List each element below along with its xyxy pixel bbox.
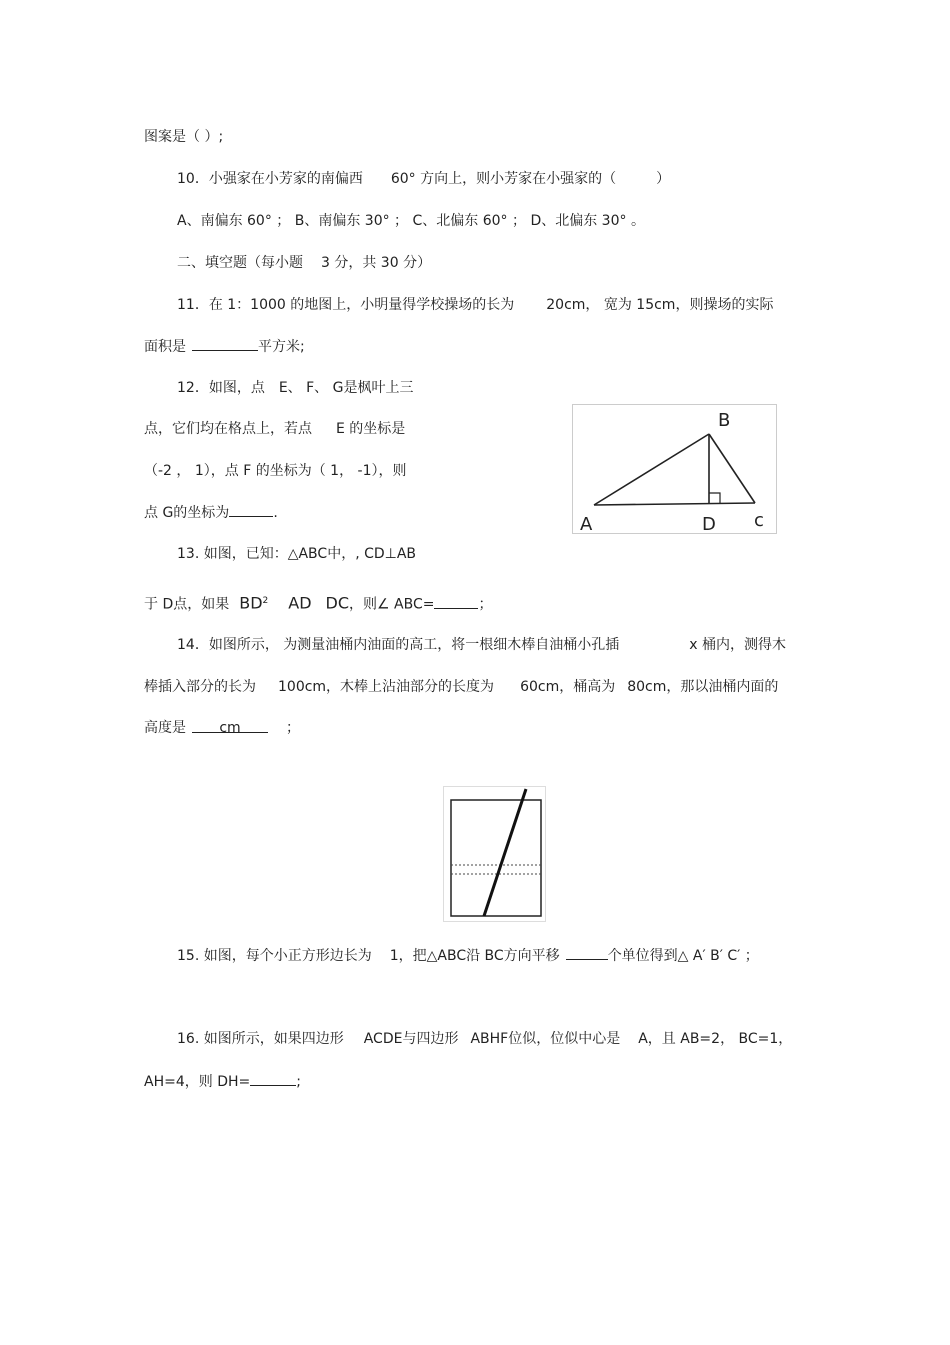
question-12 xyxy=(177,378,413,398)
question-14-cont xyxy=(144,677,778,697)
q16-text: 16. 如图所示，如果四边形 xyxy=(177,1031,344,1047)
q14-text-c: 棒插入部分的长为 xyxy=(144,679,256,695)
answer-blank-cm[interactable] xyxy=(192,718,268,736)
answer-blank[interactable] xyxy=(229,502,273,517)
q14-unit: cm xyxy=(219,720,241,736)
question-12-cont3 xyxy=(144,502,278,523)
question-16-cont xyxy=(144,1071,301,1092)
figure-border xyxy=(444,787,546,922)
label-d: D xyxy=(702,514,716,534)
question-14-cont2 xyxy=(144,718,300,738)
question-10-options: A、南偏东 60° ； B、南偏东 30° ； C、北偏东 60° ； D、北偏东 30° 。 xyxy=(177,213,645,229)
question-11-cont xyxy=(144,336,305,357)
text-line: 图案是（ ）; xyxy=(144,129,224,145)
q15-text-c: 个单位得到△ A′ B′ C′ ； xyxy=(607,948,759,964)
q13-bd: BD xyxy=(239,593,263,613)
q13-sup: 2 xyxy=(262,596,269,606)
question-11 xyxy=(177,295,773,315)
question-15 xyxy=(177,945,759,966)
question-13: 13. 如图，已知：△ABC中，, CD⊥AB xyxy=(177,546,417,562)
label-c: c xyxy=(754,510,764,531)
answer-blank[interactable] xyxy=(192,336,258,351)
q13-text-d: ； xyxy=(478,596,493,613)
q16-text-b: ACDE与四边形 xyxy=(363,1031,459,1047)
section-text-b: 3 分，共 30 分） xyxy=(321,255,432,271)
q13-ad: AD xyxy=(288,593,312,613)
q11-text: 11．在 1：1000 的地图上，小明量得学校操场的长为 xyxy=(177,297,515,313)
answer-blank[interactable] xyxy=(434,594,478,609)
q13-text-b: 于 D点，如果 xyxy=(144,596,230,613)
section-text: 二、填空题（每小题 xyxy=(177,255,303,271)
question-10 xyxy=(177,169,670,189)
q12-text-b: E、 F、 G是枫叶上三 xyxy=(278,380,414,396)
q15-text: 15. 如图，每个小正方形边长为 xyxy=(177,948,372,964)
q14-text: 14．如图所示， 为测量油桶内油面的高工，将一根细木棒自油桶小孔插 xyxy=(177,637,620,653)
q16-text-c: ABHF位似，位似中心是 xyxy=(470,1031,621,1047)
q15-text-b: 1，把△ABC沿 BC方向平移 xyxy=(389,948,560,964)
q12-text-c: 点，它们均在格点上，若点 xyxy=(144,421,312,437)
section-heading xyxy=(177,253,431,273)
q12-text-f: 点 G的坐标为 xyxy=(144,505,230,521)
question-13-cont xyxy=(144,591,492,615)
q14-text-d: 100cm，木棒上沾油部分的长度为 xyxy=(278,679,495,695)
q14-text-g: 高度是 xyxy=(144,720,186,736)
answer-blank[interactable] xyxy=(250,1071,296,1086)
label-b: B xyxy=(718,410,731,431)
q12-text: 12．如图，点 xyxy=(177,380,265,396)
q10-text-c: ） xyxy=(656,171,671,187)
label-a: A xyxy=(580,514,593,534)
q14-text-e: 60cm，桶高为 xyxy=(520,679,616,695)
q13-dc: DC xyxy=(325,593,350,613)
q10-text: 10．小强家在小芳家的南偏西 xyxy=(177,171,363,187)
barrel-figure xyxy=(443,786,546,922)
q12-text-d: E 的坐标是 xyxy=(336,421,406,437)
q14-text-f: 80cm，那以油桶内面的 xyxy=(627,679,779,695)
q12-text-g: . xyxy=(273,505,278,521)
question-14 xyxy=(177,635,786,655)
q16-text-e: AH=4，则 DH= xyxy=(144,1074,251,1090)
question-12-cont xyxy=(144,419,405,439)
figure-border xyxy=(573,405,777,534)
triangle-diagram xyxy=(572,404,777,534)
triangle-figure xyxy=(572,404,777,534)
q11-text-b: 20cm， 宽为 15cm，则操场的实际 xyxy=(546,297,774,313)
barrel-diagram xyxy=(443,786,546,922)
q16-text-f: ; xyxy=(296,1074,301,1090)
q11-text-c: 面积是 xyxy=(144,339,186,355)
q11-text-d: 平方米; xyxy=(258,339,305,355)
question-16 xyxy=(177,1029,792,1049)
answer-blank[interactable] xyxy=(566,945,608,960)
question-12-cont2: （-2 ， 1），点 F 的坐标为（ 1， -1），则 xyxy=(144,463,407,479)
q14-text-h: ； xyxy=(286,720,300,736)
q14-text-b: x 桶内，测得木 xyxy=(689,637,787,653)
q10-text-b: 60° 方向上，则小芳家在小强家的（ xyxy=(390,171,617,187)
q13-text-c: ，则∠ ABC= xyxy=(349,596,435,613)
q16-text-d: A，且 AB=2， BC=1， xyxy=(638,1031,793,1047)
